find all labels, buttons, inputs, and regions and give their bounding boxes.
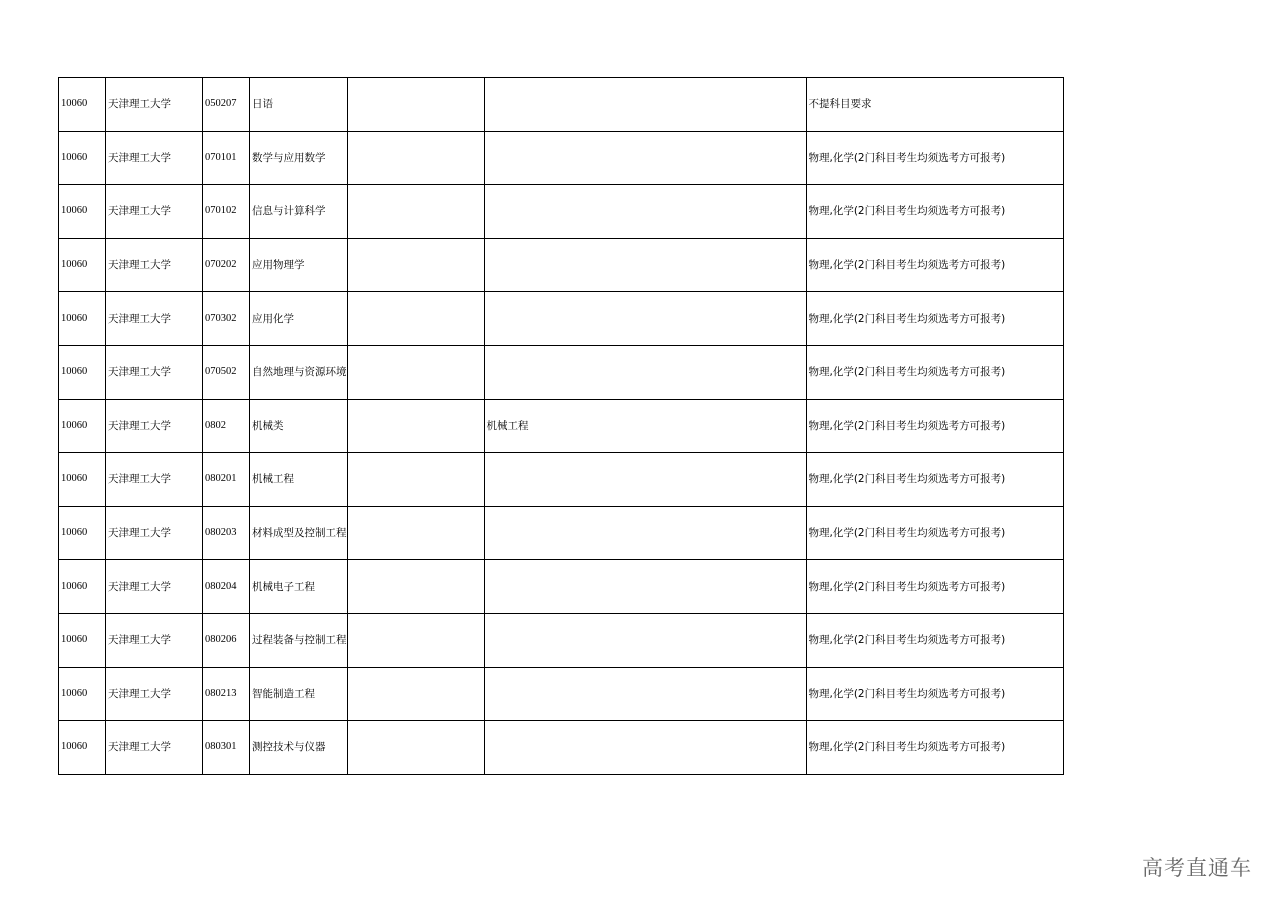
table-row [59, 721, 1064, 775]
major-name-cell: 材料成型及控制工程 [250, 506, 348, 560]
major-code-cell: 070101 [203, 131, 250, 185]
institution-code-cell: 10060 [59, 506, 106, 560]
major-name-cell: 信息与计算科学 [250, 185, 348, 239]
institution-name-cell: 天津理工大学 [106, 399, 203, 453]
major-code-cell: 080203 [203, 506, 250, 560]
subject-requirement-cell: 物理,化学(2门科目考生均须选考方可报考) [806, 292, 1063, 346]
major-code-cell: 070302 [203, 292, 250, 346]
included-majors-cell [484, 667, 806, 721]
included-majors-cell [484, 292, 806, 346]
included-majors-cell [484, 613, 806, 667]
table-row [59, 560, 1064, 614]
subject-requirement-cell: 物理,化学(2门科目考生均须选考方可报考) [806, 399, 1063, 453]
institution-name-cell: 天津理工大学 [106, 345, 203, 399]
major-code-cell: 050207 [203, 78, 250, 132]
major-name-cell: 机械电子工程 [250, 560, 348, 614]
major-name-cell: 自然地理与资源环境 [250, 345, 348, 399]
major-code-cell: 070502 [203, 345, 250, 399]
included-majors-cell [484, 506, 806, 560]
blank-cell [347, 453, 484, 507]
blank-cell [347, 185, 484, 239]
included-majors-cell [484, 453, 806, 507]
major-code-cell: 070202 [203, 238, 250, 292]
institution-name-cell: 天津理工大学 [106, 506, 203, 560]
table-row [59, 399, 1064, 453]
institution-code-cell: 10060 [59, 399, 106, 453]
subject-requirement-cell: 物理,化学(2门科目考生均须选考方可报考) [806, 506, 1063, 560]
included-majors-cell [484, 185, 806, 239]
institution-name-cell: 天津理工大学 [106, 721, 203, 775]
blank-cell [347, 399, 484, 453]
table-row [59, 453, 1064, 507]
major-name-cell: 机械工程 [250, 453, 348, 507]
blank-cell [347, 721, 484, 775]
table-body [59, 78, 1064, 775]
major-code-cell: 080204 [203, 560, 250, 614]
institution-name-cell: 天津理工大学 [106, 292, 203, 346]
table-row [59, 345, 1064, 399]
subject-requirement-cell: 物理,化学(2门科目考生均须选考方可报考) [806, 345, 1063, 399]
subject-requirement-cell: 物理,化学(2门科目考生均须选考方可报考) [806, 185, 1063, 239]
table-row [59, 78, 1064, 132]
major-name-cell: 应用化学 [250, 292, 348, 346]
blank-cell [347, 238, 484, 292]
institution-name-cell: 天津理工大学 [106, 78, 203, 132]
major-code-cell: 080213 [203, 667, 250, 721]
subject-requirements-table [58, 77, 1064, 775]
table-row [59, 506, 1064, 560]
institution-code-cell: 10060 [59, 238, 106, 292]
subject-requirement-cell: 物理,化学(2门科目考生均须选考方可报考) [806, 667, 1063, 721]
included-majors-cell: 机械工程 [484, 399, 806, 453]
major-code-cell: 080301 [203, 721, 250, 775]
included-majors-cell [484, 560, 806, 614]
major-code-cell: 0802 [203, 399, 250, 453]
included-majors-cell [484, 345, 806, 399]
table-row [59, 238, 1064, 292]
major-name-cell: 测控技术与仪器 [250, 721, 348, 775]
institution-code-cell: 10060 [59, 453, 106, 507]
table-row [59, 185, 1064, 239]
institution-code-cell: 10060 [59, 613, 106, 667]
blank-cell [347, 131, 484, 185]
institution-name-cell: 天津理工大学 [106, 185, 203, 239]
institution-code-cell: 10060 [59, 721, 106, 775]
institution-name-cell: 天津理工大学 [106, 667, 203, 721]
major-name-cell: 应用物理学 [250, 238, 348, 292]
major-name-cell: 数学与应用数学 [250, 131, 348, 185]
included-majors-cell [484, 78, 806, 132]
subject-requirement-cell: 物理,化学(2门科目考生均须选考方可报考) [806, 453, 1063, 507]
institution-name-cell: 天津理工大学 [106, 131, 203, 185]
subject-requirement-cell: 物理,化学(2门科目考生均须选考方可报考) [806, 560, 1063, 614]
subject-requirement-cell: 物理,化学(2门科目考生均须选考方可报考) [806, 131, 1063, 185]
major-code-cell: 080206 [203, 613, 250, 667]
included-majors-cell [484, 131, 806, 185]
institution-code-cell: 10060 [59, 131, 106, 185]
blank-cell [347, 345, 484, 399]
institution-code-cell: 10060 [59, 667, 106, 721]
blank-cell [347, 506, 484, 560]
major-code-cell: 080201 [203, 453, 250, 507]
major-name-cell: 过程装备与控制工程 [250, 613, 348, 667]
institution-name-cell: 天津理工大学 [106, 560, 203, 614]
watermark-text: 高考直通车 [1142, 856, 1252, 880]
institution-code-cell: 10060 [59, 345, 106, 399]
table-row [59, 667, 1064, 721]
table-row [59, 613, 1064, 667]
blank-cell [347, 560, 484, 614]
major-name-cell: 日语 [250, 78, 348, 132]
blank-cell [347, 78, 484, 132]
blank-cell [347, 292, 484, 346]
subject-requirement-cell: 物理,化学(2门科目考生均须选考方可报考) [806, 238, 1063, 292]
included-majors-cell [484, 238, 806, 292]
institution-code-cell: 10060 [59, 78, 106, 132]
institution-name-cell: 天津理工大学 [106, 613, 203, 667]
major-name-cell: 智能制造工程 [250, 667, 348, 721]
institution-code-cell: 10060 [59, 292, 106, 346]
institution-code-cell: 10060 [59, 185, 106, 239]
major-name-cell: 机械类 [250, 399, 348, 453]
institution-name-cell: 天津理工大学 [106, 238, 203, 292]
major-code-cell: 070102 [203, 185, 250, 239]
subject-requirement-cell: 物理,化学(2门科目考生均须选考方可报考) [806, 613, 1063, 667]
table-row [59, 292, 1064, 346]
blank-cell [347, 667, 484, 721]
institution-name-cell: 天津理工大学 [106, 453, 203, 507]
subject-requirement-cell: 不提科目要求 [806, 78, 1063, 132]
table-row [59, 131, 1064, 185]
subject-requirement-cell: 物理,化学(2门科目考生均须选考方可报考) [806, 721, 1063, 775]
institution-code-cell: 10060 [59, 560, 106, 614]
blank-cell [347, 613, 484, 667]
included-majors-cell [484, 721, 806, 775]
